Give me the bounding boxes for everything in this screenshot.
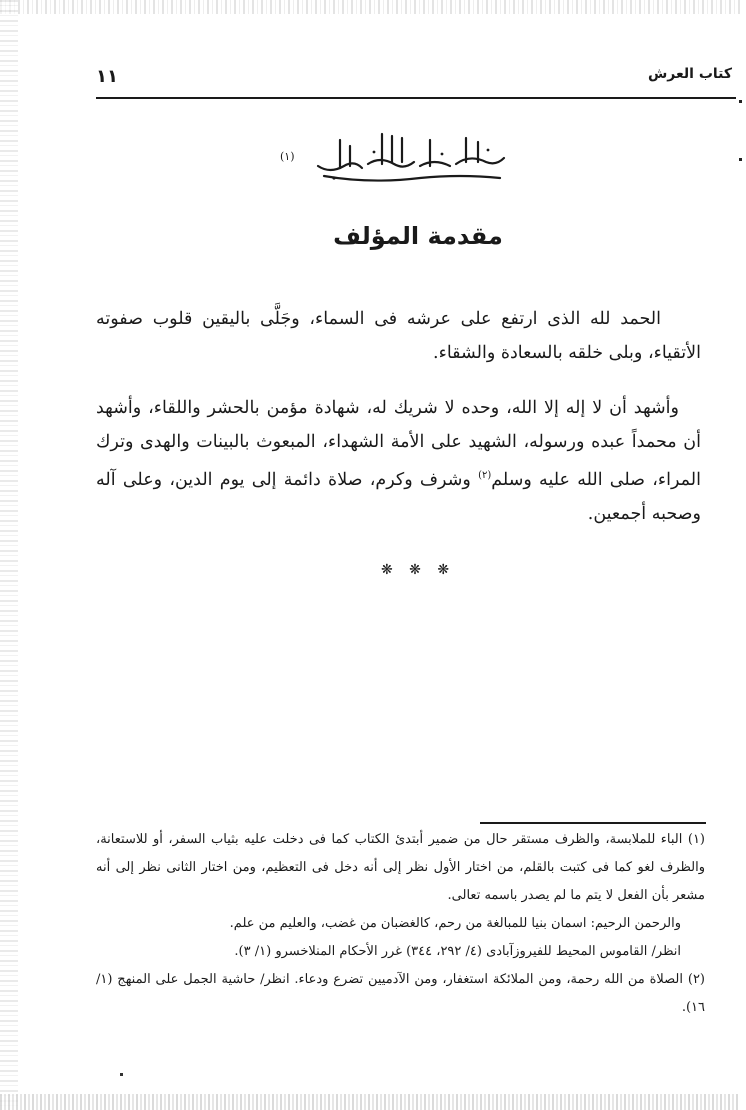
paragraph-2 — [96, 391, 701, 531]
paragraph-2-text-a: وأشهد أن لا إله إلا الله، وحده لا شريك له، شهادة مؤمن بالحشر واللقاء، وأشهد أن محمداً عبده ورسوله، الشهيد على الأمة الشهداء، المبعوث بالبينات والهدى وترك المراء، صلى الله عليه وسلم — [96, 398, 701, 490]
scan-edge-left — [0, 0, 18, 1110]
basmala — [270, 124, 510, 190]
basmala-calligraphy — [310, 126, 510, 186]
footnote-rule — [480, 822, 706, 824]
section-separator: ❋ ❋ ❋ — [380, 562, 456, 578]
footnote-ref-2: (٢) — [478, 470, 492, 481]
scan-mark — [739, 158, 742, 161]
basmala-footnote-ref: (١) — [280, 150, 295, 163]
header-rule — [96, 97, 736, 99]
scan-edge-bottom — [0, 1094, 746, 1110]
footnote-1: (١) الباء للملابسة، والظرف مستقر حال من ضمير أبتدئ الكتاب كما فى دخلت عليه بثياب السفر، أو للاستعانة، والظرف لغو كما فى كتبت بالقلم، من اختار الأول نظر إلى أنه دخل فى التعظيم، ومن اختار الثانى نظر إلى أنه مشعر بأن الفعل لا يتم ما لم يصدر باسمه تعالى. — [96, 832, 705, 903]
footnote-2: (٢) الصلاة من الله رحمة، ومن الملائكة استغفار، ومن الآدميين تضرع ودعاء. انظر/ حاشية الجمل على المنهج (١/ ١٦). — [96, 972, 705, 1015]
scan-speck — [120, 1073, 123, 1076]
footnote-1-sources: انظر/ القاموس المحيط للفيروزآبادى (٤/ ٢٩٢، ٣٤٤) غرر الأحكام المنلاخسرو (١/ ٣). — [234, 944, 681, 959]
page-number: ١١ — [96, 66, 118, 87]
section-title: مقدمة المؤلف — [333, 222, 503, 250]
footnote-1-definition: والرحمن الرحيم: اسمان بنيا للمبالغة من رحم، كالغضبان من غضب، والعليم من علم. — [229, 916, 681, 931]
scan-edge-right — [740, 0, 746, 1110]
footnotes — [96, 826, 705, 1022]
running-header — [96, 66, 740, 94]
scan-mark — [739, 100, 742, 103]
book-title: كتاب العرش — [647, 66, 732, 82]
paragraph-2-text-b: وشرف وكرم، صلاة دائمة إلى يوم الدين، وعلى آله وصحبه أجمعين. — [96, 469, 701, 524]
scan-edge-top — [0, 0, 746, 14]
paragraph-1: الحمد لله الذى ارتفع على عرشه فى السماء، وجَلَّى باليقين قلوب صفوته الأتقياء، وبلى خلقه بالسعادة والشقاء. — [96, 309, 701, 363]
